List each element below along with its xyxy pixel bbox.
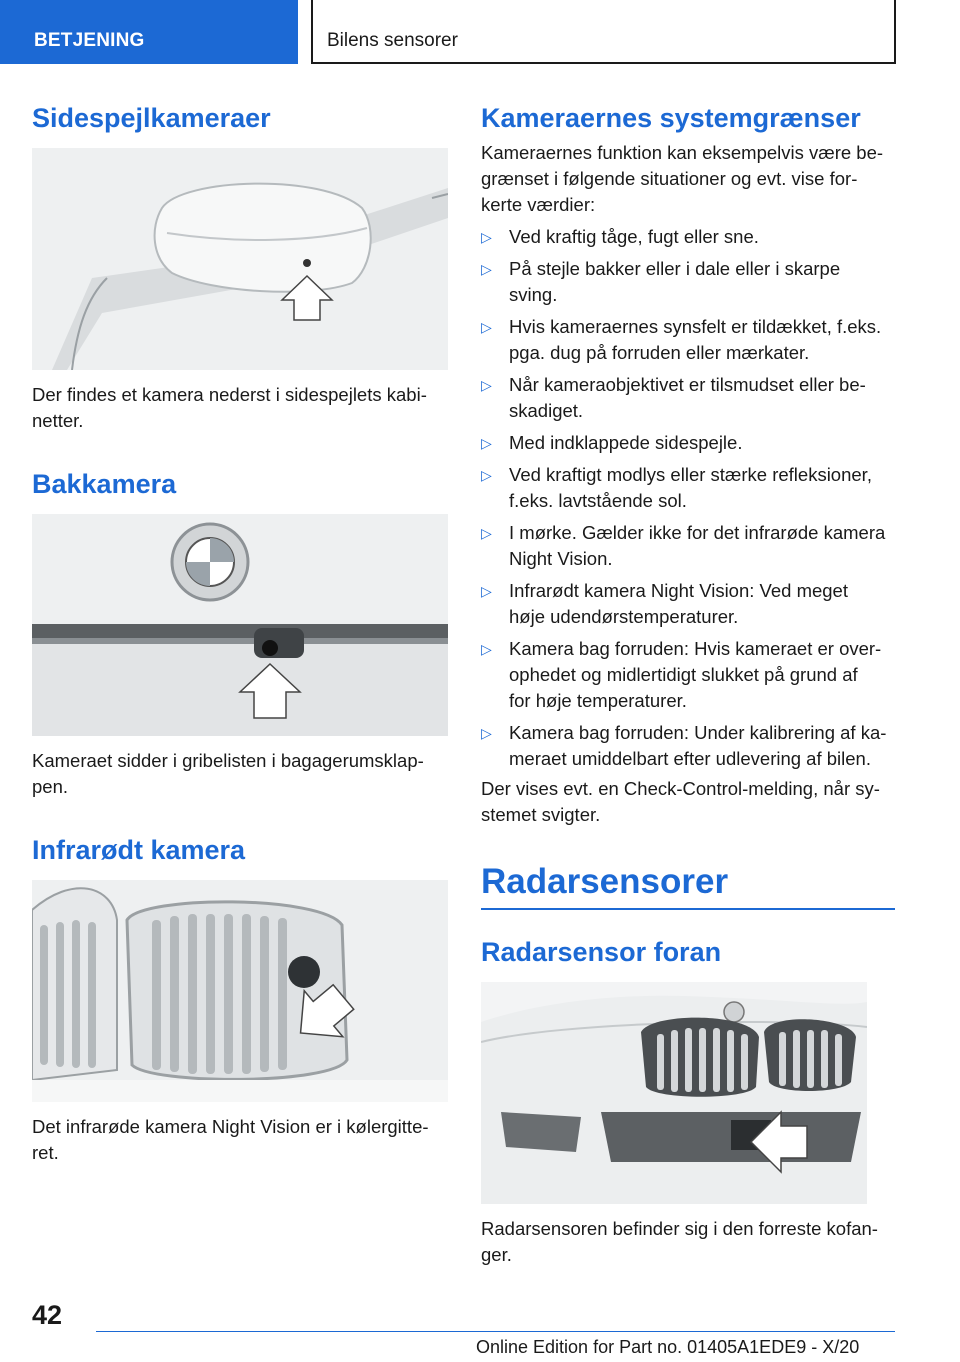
front-radar-description: Radarsensoren befinder sig i den forreste kofan- ger. xyxy=(481,1218,878,1265)
list-item xyxy=(481,636,895,714)
infrared-camera-title: Infrarødt kamera xyxy=(32,835,246,865)
list-item xyxy=(481,578,895,630)
list-item-text: Med indklappede sidespejle. xyxy=(509,432,743,453)
right-column xyxy=(481,100,895,1268)
rear-camera-illustration xyxy=(32,514,448,736)
triangle-bullet-icon: ▷ xyxy=(481,467,492,483)
page-number: 42 xyxy=(32,1300,63,1330)
system-limits-title: Kameraernes systemgrænser xyxy=(481,103,861,133)
list-item-text: Ved kraftigt modlys eller stærke refleksioner, f.eks. lavtstående sol. xyxy=(509,464,872,511)
system-limits-intro: Kameraernes funktion kan eksempelvis være be- grænset i følgende situationer og evt. vise for- kerte værdier: xyxy=(481,142,884,215)
left-column xyxy=(32,100,448,1166)
rear-camera-description: Kameraet sidder i gribelisten i bagagerumsklap- pen. xyxy=(32,750,424,797)
triangle-bullet-icon: ▷ xyxy=(481,377,492,393)
list-item xyxy=(481,314,895,366)
infrared-camera-figure xyxy=(32,880,448,1102)
front-radar-illustration xyxy=(481,982,867,1204)
rear-camera-title: Bakkamera xyxy=(32,469,177,499)
list-item-text: Infrarødt kamera Night Vision: Ved meget høje udendørstemperaturer. xyxy=(509,580,848,627)
list-item-text: Ved kraftig tåge, fugt eller sne. xyxy=(509,226,759,247)
list-item xyxy=(481,224,895,250)
header-section-tab xyxy=(0,0,298,64)
triangle-bullet-icon: ▷ xyxy=(481,229,492,245)
infrared-camera-illustration xyxy=(32,880,448,1102)
side-mirror-camera-title: Sidespejlkameraer xyxy=(32,103,271,133)
rear-camera-figure xyxy=(32,514,448,736)
header-chapter-label: Bilens sensorer xyxy=(327,30,458,51)
list-item xyxy=(481,430,895,456)
list-item-text: På stejle bakker eller i dale eller i skarpe sving. xyxy=(509,258,841,305)
chapter-divider xyxy=(481,908,895,910)
system-limits-list xyxy=(481,224,895,772)
triangle-bullet-icon: ▷ xyxy=(481,435,492,451)
triangle-bullet-icon: ▷ xyxy=(481,261,492,277)
infrared-camera-description: Det infrarøde kamera Night Vision er i kølergitte- ret. xyxy=(32,1116,429,1163)
system-limits-outro: Der vises evt. en Check-Control-melding, når sy- stemet svigter. xyxy=(481,778,880,825)
list-item xyxy=(481,520,895,572)
list-item xyxy=(481,256,895,308)
header-chapter-box xyxy=(311,0,896,64)
list-item xyxy=(481,720,895,772)
list-item-text: I mørke. Gælder ikke for det infrarøde kamera Night Vision. xyxy=(509,522,886,569)
front-radar-title: Radarsensor foran xyxy=(481,937,722,967)
side-mirror-figure xyxy=(32,148,448,370)
side-mirror-illustration xyxy=(32,148,448,370)
side-mirror-description: Der findes et kamera nederst i sidespejlets kabi- netter. xyxy=(32,384,427,431)
list-item xyxy=(481,372,895,424)
triangle-bullet-icon: ▷ xyxy=(481,583,492,599)
list-item-text: Hvis kameraernes synsfelt er tildækket, f.eks. pga. dug på forruden eller mærkater. xyxy=(509,316,882,363)
footer-edition-text: Online Edition for Part no. 01405A1EDE9 - X/20 xyxy=(476,1337,860,1357)
list-item-text: Kamera bag forruden: Hvis kameraet er over- ophedet og midlertidigt slukket på grund af for høje temperaturer. xyxy=(509,638,882,711)
front-radar-figure xyxy=(481,982,867,1204)
list-item-text: Når kameraobjektivet er tilsmudset eller be- skadiget. xyxy=(509,374,866,421)
triangle-bullet-icon: ▷ xyxy=(481,725,492,741)
list-item-text: Kamera bag forruden: Under kalibrering af ka- meraet umiddelbart efter udlevering af bilen. xyxy=(509,722,887,769)
triangle-bullet-icon: ▷ xyxy=(481,525,492,541)
triangle-bullet-icon: ▷ xyxy=(481,641,492,657)
header-section-label: BETJENING xyxy=(34,30,145,51)
radar-sensors-chapter-title: Radarsensorer xyxy=(481,862,729,901)
triangle-bullet-icon: ▷ xyxy=(481,319,492,335)
list-item xyxy=(481,462,895,514)
footer-rule xyxy=(96,1331,895,1332)
